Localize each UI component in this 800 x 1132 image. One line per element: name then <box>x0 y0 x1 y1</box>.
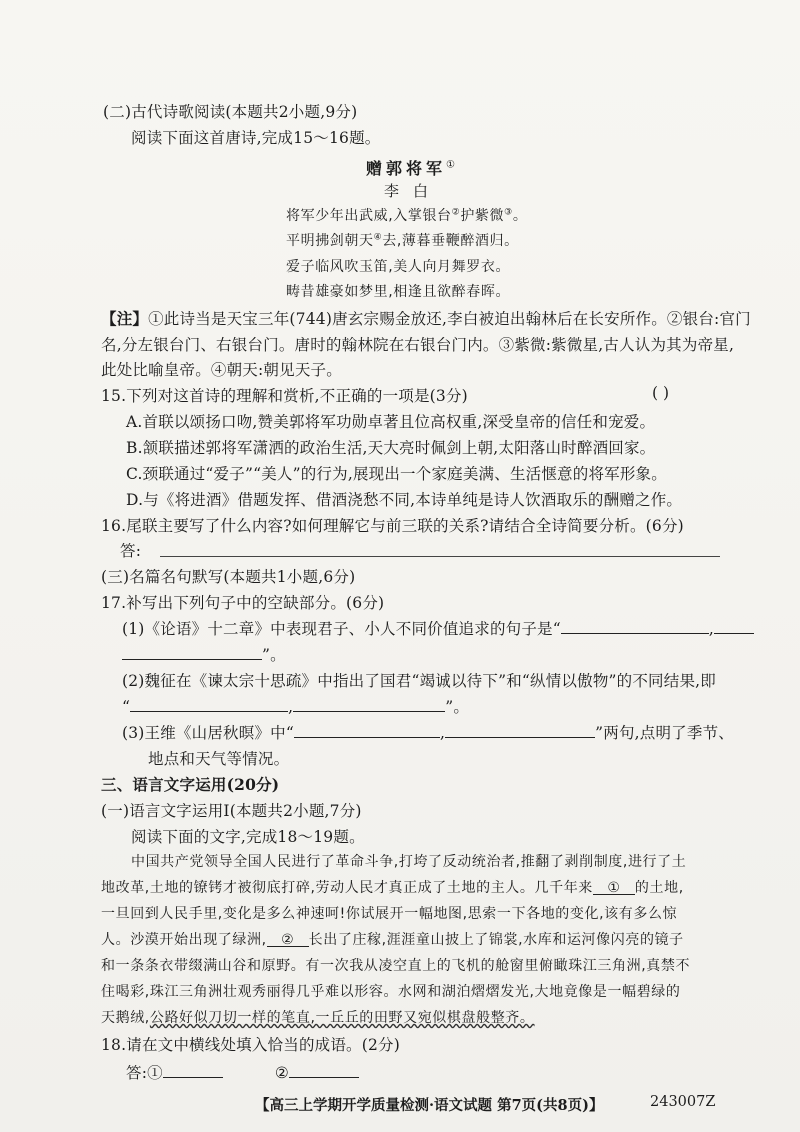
poem-author: 李白 <box>384 182 443 200</box>
q17-item-2: (2)魏征在《谏太宗十思疏》中指出了国君“竭诚以待下”和“纵情以傲物”的不同结果,即 <box>122 672 716 690</box>
q18-answer: 答:① ② <box>126 1061 359 1083</box>
poetry-instruction: 阅读下面这首唐诗,完成15～16题。 <box>131 129 381 147</box>
q17-1-blank-a[interactable] <box>561 619 709 634</box>
passage-line-1: 中国共产党领导全国人民进行了革命斗争,打垮了反动统治者,推翻了剥削制度,进行了土 <box>131 854 687 870</box>
passage-line-3: 一旦回到人民手里,变化是多么神速呵!你试展开一幅地图,思索一下各地的变化,该有多么惊 <box>101 906 678 922</box>
passage-blank-2[interactable]: ② <box>267 932 309 947</box>
passage-line-4: 人。沙漠开始出现了绿洲, ② 长出了庄稼,涯涯童山披上了锦裳,水库和运河像闪亮的镜子 <box>101 932 684 948</box>
poem-title: 赠郭将军① <box>366 159 455 178</box>
q16-answer-line[interactable] <box>160 556 720 557</box>
passage-line-5: 和一条条衣带缀满山谷和原野。有一次我从凌空直上的飞机的舱窗里俯瞰珠江三角洲,真禁不 <box>101 958 691 974</box>
section-3-heading: (三)名篇名句默写(本题共1小题,6分) <box>101 568 356 586</box>
q17-3-blank-b[interactable] <box>445 723 595 738</box>
q15-answer-bracket[interactable]: ( ) <box>652 384 670 402</box>
paper-code: 243007Z <box>650 1094 716 1110</box>
q17-3-blank-a[interactable] <box>294 723 440 738</box>
poem-line-3: 爱子临风吹玉笛,美人向月舞罗衣。 <box>286 259 511 275</box>
q18-blank-1[interactable] <box>163 1063 223 1078</box>
poem-line-4: 畴昔雄豪如梦里,相逢且欲醉春晖。 <box>286 284 511 300</box>
note-line-3: 此处比喻皇帝。④朝天:朝见天子。 <box>101 361 342 379</box>
passage-line-7: 天鹅绒,公路好似刀切一样的笔直,一丘丘的田野又宛似棋盘般整齐。 <box>101 1010 535 1026</box>
q17-item-1-cont: ”。 <box>122 643 286 665</box>
q16-answer-label: 答: <box>120 542 142 560</box>
q17-2-blank-a[interactable] <box>130 697 288 712</box>
section-poetry-heading: (二)古代诗歌阅读(本题共2小题,9分) <box>103 103 358 121</box>
q15-option-c: C.颈联通过“爱子”“美人”的行为,展现出一个家庭美满、生活惬意的将军形象。 <box>126 465 667 483</box>
passage-line-6: 住喝彩,珠江三角洲壮观秀丽得几乎难以形容。水网和湖泊熠熠发光,大地竟像是一幅碧绿的 <box>101 984 681 1000</box>
poem-line-2: 平明拂剑朝天④去,薄暮垂鞭醉酒归。 <box>286 232 519 249</box>
q17-2-blank-b[interactable] <box>293 697 445 712</box>
q17-stem: 17.补写出下列句子中的空缺部分。(6分) <box>101 594 385 612</box>
note-line-2: 名,分左银台门、右银台门。唐时的翰林院在右银台门内。③紫微:紫微星,古人认为其为帝星, <box>101 336 735 354</box>
passage-blank-1[interactable]: ① <box>593 880 635 895</box>
q17-item-2-cont: “ , ”。 <box>122 698 470 716</box>
q17-1-blank-b[interactable] <box>714 619 754 634</box>
q17-1-blank-c[interactable] <box>122 645 262 660</box>
q15-option-b: B.颔联描述郭将军潇洒的政治生活,天大亮时佩剑上朝,太阳落山时醉酒回家。 <box>126 439 656 457</box>
passage-line-2: 地改革,土地的镣铐才被彻底打碎,劳动人民才真正成了土地的主人。几千年来 ① 的土地, <box>101 880 684 896</box>
passage-wavy-sentence: 公路好似刀切一样的笔直,一丘丘的田野又宛似棋盘般整齐。 <box>149 1010 535 1026</box>
q17-item-3: (3)王维《山居秋暝》中“ , ”两句,点明了季节、 <box>122 724 734 742</box>
q16-stem: 16.尾联主要写了什么内容?如何理解它与前三联的关系?请结合全诗简要分析。(6分) <box>101 517 684 535</box>
q15-stem: 15.下列对这首诗的理解和赏析,不正确的一项是(3分) <box>101 387 468 405</box>
language-subheading: (一)语言文字运用Ⅰ(本题共2小题,7分) <box>101 802 362 820</box>
poem-line-1: 将军少年出武威,入掌银台②护紫微③。 <box>286 207 528 224</box>
q17-item-1: (1)《论语》十二章》中表现君子、小人不同价值追求的句子是“ , <box>122 617 754 639</box>
q18-blank-2[interactable] <box>289 1063 359 1078</box>
language-instruction: 阅读下面的文字,完成18～19题。 <box>131 828 365 846</box>
page-footer: 【高三上学期开学质量检测·语文试题 第7页(共8页)】 <box>255 1097 604 1114</box>
q17-item-3-cont: 地点和天气等情况。 <box>148 750 290 768</box>
part-3-heading: 三、语言文字运用(20分) <box>101 775 280 794</box>
q15-option-d: D.与《将进酒》借题发挥、借酒浇愁不同,本诗单纯是诗人饮酒取乐的酬赠之作。 <box>126 491 683 509</box>
q15-option-a: A.首联以颂扬口吻,赞美郭将军功勋卓著且位高权重,深受皇帝的信任和宠爱。 <box>126 413 656 431</box>
note-line-1: 【注】①此诗当是天宝三年(744)唐玄宗赐金放还,李白被迫出翰林后在长安所作。②银台:官门 <box>101 309 751 328</box>
q18-stem: 18.请在文中横线处填入恰当的成语。(2分) <box>101 1036 401 1054</box>
